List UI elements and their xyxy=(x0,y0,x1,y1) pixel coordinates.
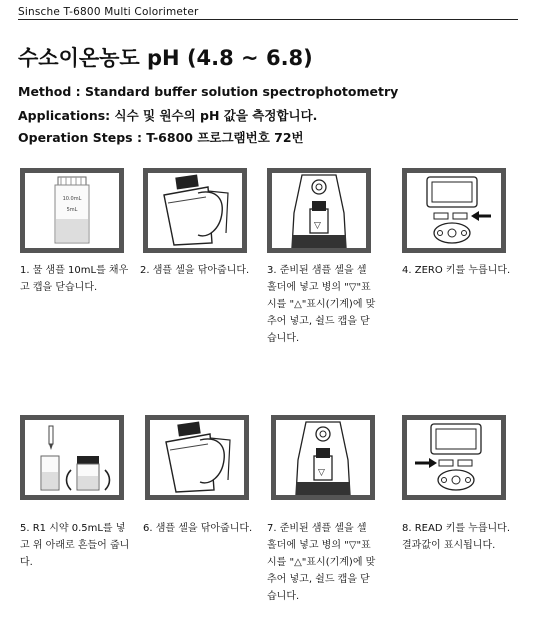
step-2-caption: 2. 샘플 셀을 닦아줍니다. xyxy=(140,265,250,276)
step-4-image xyxy=(402,168,506,253)
step-4-caption: 4. ZERO 키를 누릅니다. xyxy=(402,265,511,276)
sample-bottle-icon xyxy=(25,173,119,248)
insert-cell-icon xyxy=(276,420,370,495)
insert-cell-icon xyxy=(272,173,366,248)
step-5-caption: 5. R1 시약 0.5mL를 넣고 위 아래로 흔들어 줍니다. xyxy=(20,523,130,568)
step-1-image xyxy=(20,168,124,253)
add-reagent-icon xyxy=(25,420,119,495)
svg-text:10.0mL: 10.0mL xyxy=(62,196,82,202)
document-header: Sinsche T-6800 Multi Colorimeter xyxy=(18,6,518,20)
wipe-cell-icon xyxy=(150,420,244,495)
step-6-image xyxy=(145,415,249,500)
step-1-caption: 1. 물 샘플 10mL를 채우고 캡을 닫습니다. xyxy=(20,265,129,293)
svg-text:▽: ▽ xyxy=(314,221,321,231)
method-line: Method : Standard buffer solution spectrophotometry xyxy=(18,84,399,99)
applications-line: Applications: 식수 및 원수의 pH 값을 측정합니다. xyxy=(18,108,318,123)
page-title: 수소이온농도 pH (4.8 ~ 6.8) xyxy=(18,46,313,70)
step-5-image xyxy=(20,415,124,500)
step-8-image xyxy=(402,415,506,500)
svg-text:5mL: 5mL xyxy=(66,207,78,213)
step-2-image xyxy=(143,168,247,253)
operation-steps-line: Operation Steps : T-6800 프로그램번호 72번 xyxy=(18,130,304,145)
step-6-caption: 6. 샘플 셀을 닦아줍니다. xyxy=(143,523,253,534)
press-zero-icon xyxy=(407,173,501,248)
step-7-caption: 7. 준비된 샘플 셀을 셀 홀더에 넣고 병의 "▽"표시를 "△"표시(기계)에 맞추어 넣고, 쉴드 캡을 닫습니다. xyxy=(267,523,376,602)
step-8-caption: 8. READ 키를 누릅니다. 결과값이 표시됩니다. xyxy=(402,523,511,551)
step-7-image xyxy=(271,415,375,500)
wipe-cell-icon xyxy=(148,173,242,248)
step-3-caption: 3. 준비된 샘플 셀을 셀 홀더에 넣고 병의 "▽"표시를 "△"표시(기계)에 맞추어 넣고, 쉴드 캡을 닫습니다. xyxy=(267,265,376,344)
step-3-image xyxy=(267,168,371,253)
svg-text:▽: ▽ xyxy=(318,468,325,478)
press-read-icon xyxy=(407,420,501,495)
